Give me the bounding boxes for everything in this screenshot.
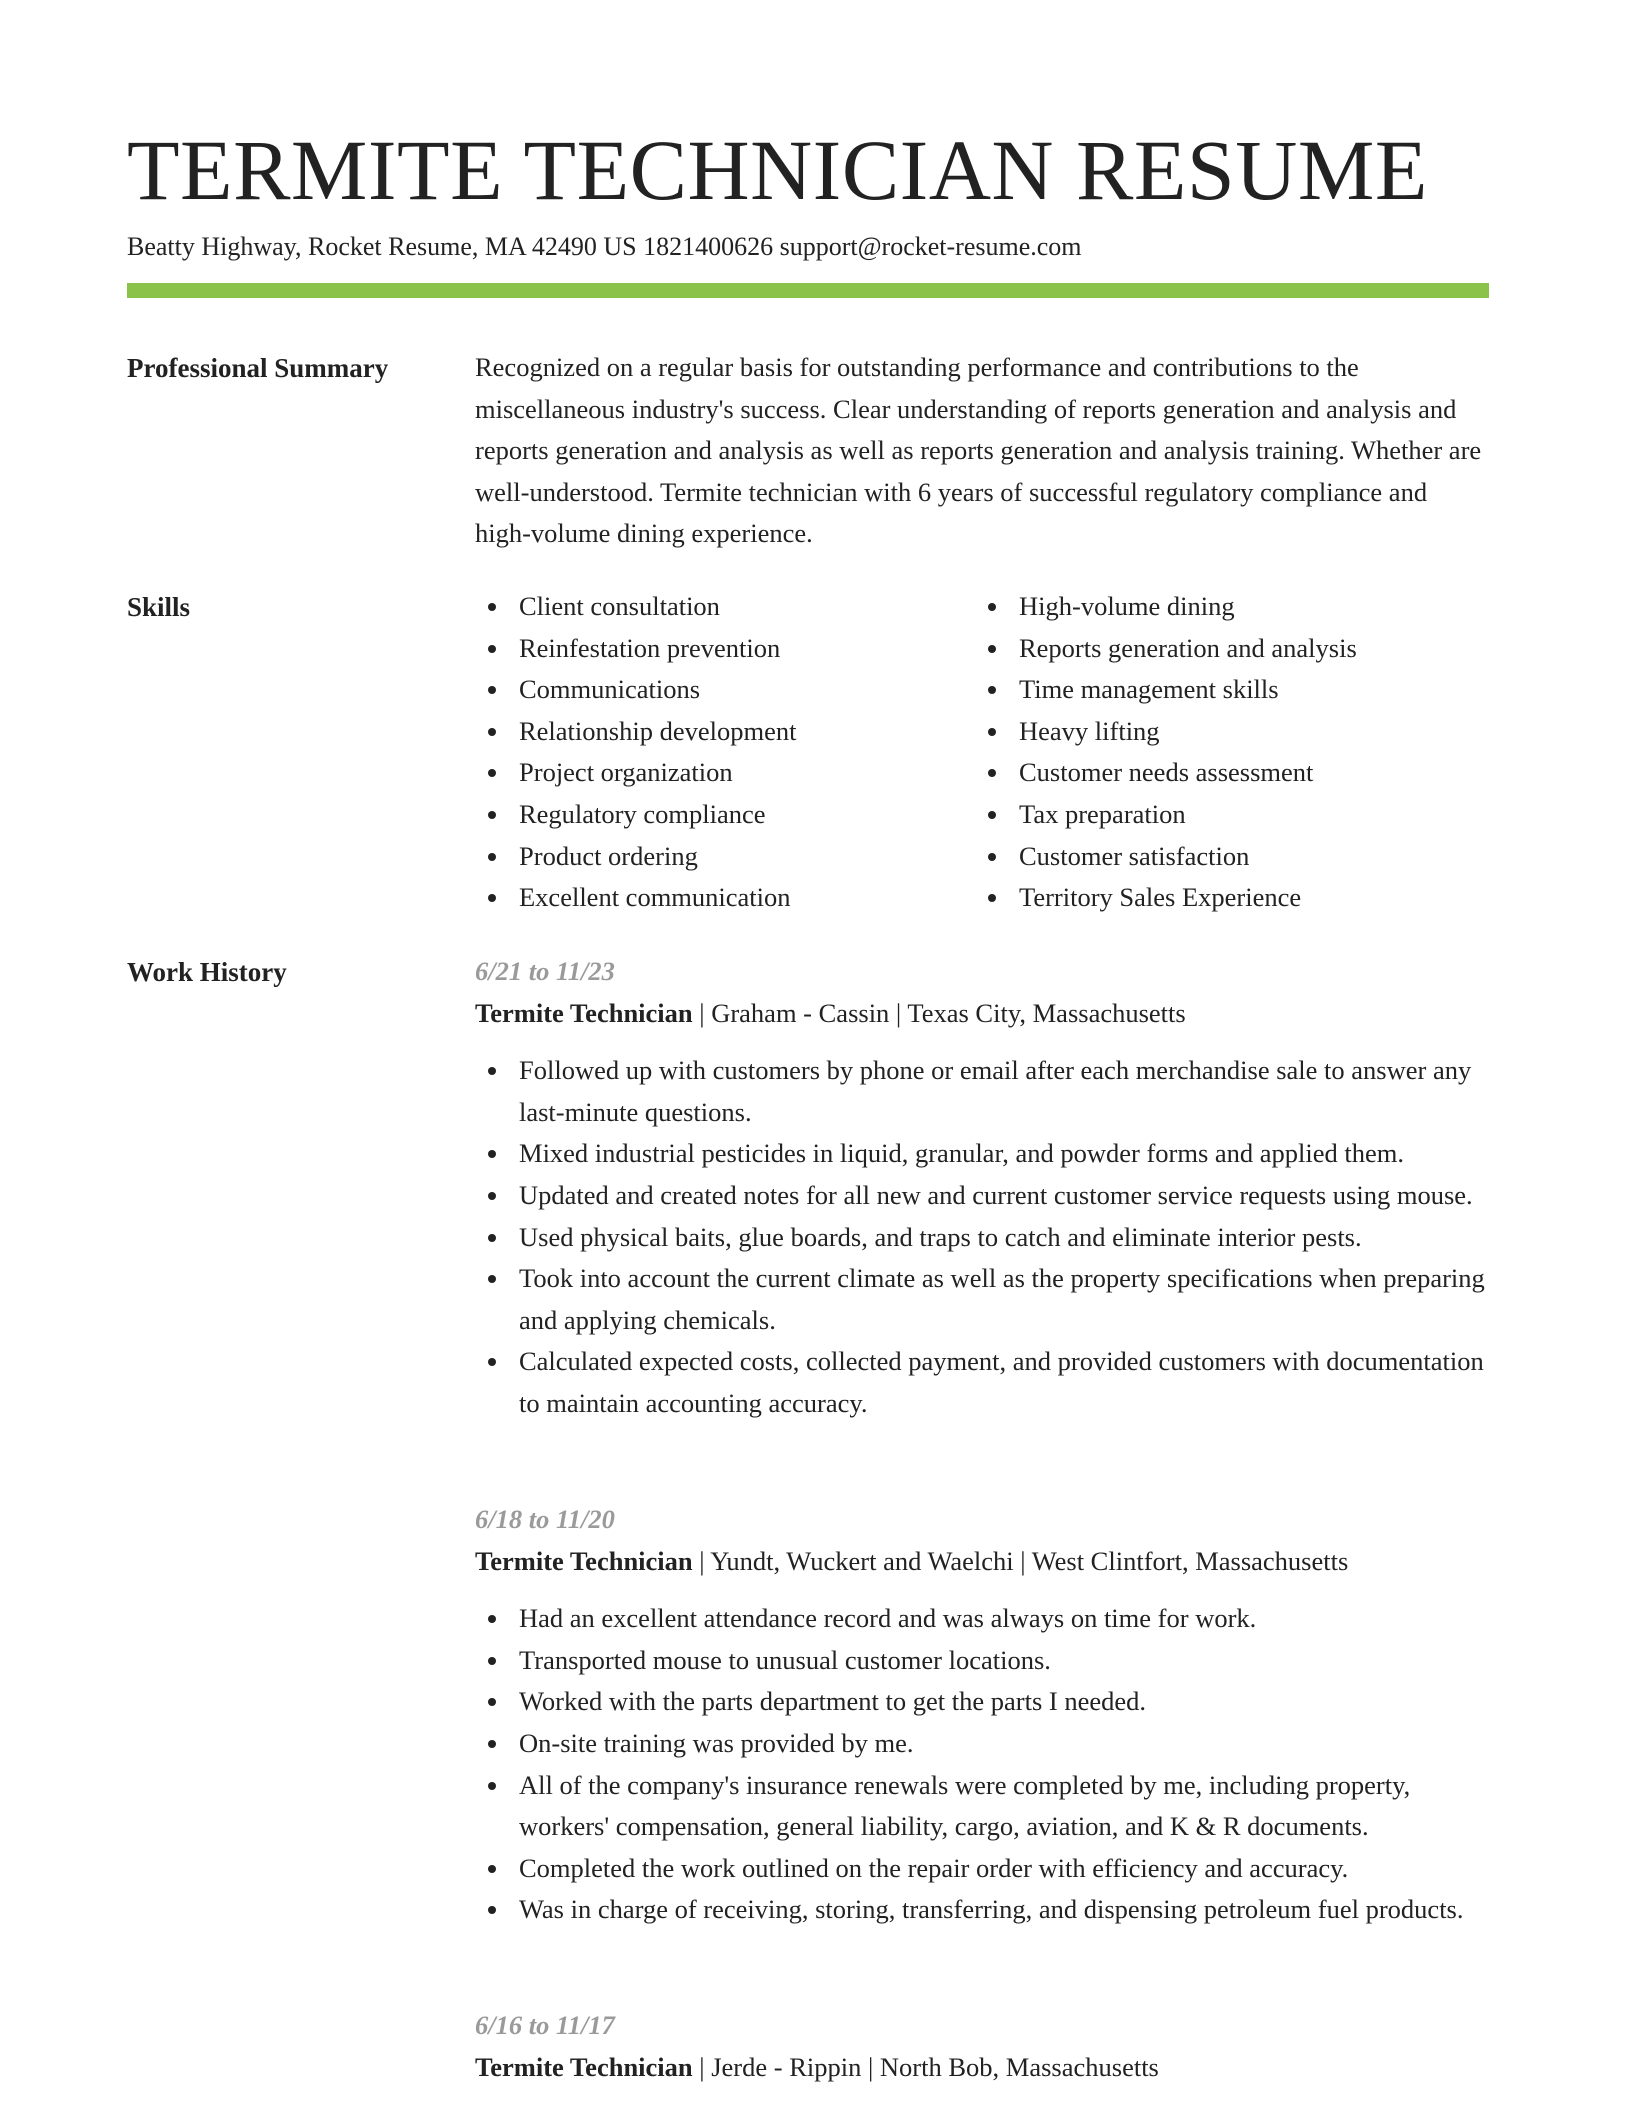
job-bullet: Worked with the parts department to get the parts I needed. xyxy=(475,1681,1489,1723)
skills-right-list xyxy=(975,586,1489,919)
job-title-line xyxy=(475,1541,1489,1583)
job-entry xyxy=(475,951,1489,1425)
contact-line: Beatty Highway, Rocket Resume, MA 42490 US 1821400626 support@rocket-resume.com xyxy=(127,232,1082,261)
job-bullet: Followed up with customers by phone or email after each merchandise sale to answer any last-minute questions. xyxy=(475,1050,1489,1133)
job-bullet: Updated and created notes for all new and current customer service requests using mouse. xyxy=(475,1175,1489,1217)
job-entry xyxy=(475,2005,1489,2088)
skills-left-list xyxy=(475,586,945,919)
job-role: Termite Technician xyxy=(475,1545,693,1576)
skill-item: Product ordering xyxy=(475,836,945,878)
skill-item: Excellent communication xyxy=(475,877,945,919)
job-employer-location: | Graham - Cassin | Texas City, Massachusetts xyxy=(692,997,1186,1028)
skill-item: Project organization xyxy=(475,752,945,794)
job-bullet: Calculated expected costs, collected payment, and provided customers with documentation to maintain accounting accuracy. xyxy=(475,1341,1489,1424)
job-dates: 6/18 to 11/20 xyxy=(475,1504,615,1534)
job-bullet-list xyxy=(475,1598,1489,1931)
work-history-heading: Work History xyxy=(127,957,287,987)
job-entry xyxy=(475,1499,1489,1931)
skill-item: Customer needs assessment xyxy=(975,752,1489,794)
job-role: Termite Technician xyxy=(475,997,693,1028)
job-bullet: On-site training was provided by me. xyxy=(475,1723,1489,1765)
job-employer-location: | Jerde - Rippin | North Bob, Massachusetts xyxy=(692,2051,1159,2082)
job-title-line xyxy=(475,993,1489,1035)
skill-item: High-volume dining xyxy=(975,586,1489,628)
job-bullet: Mixed industrial pesticides in liquid, granular, and powder forms and applied them. xyxy=(475,1133,1489,1175)
job-title-line xyxy=(475,2047,1489,2089)
summary-section xyxy=(475,347,1489,555)
summary-heading: Professional Summary xyxy=(127,353,389,383)
job-bullet: Used physical baits, glue boards, and traps to catch and eliminate interior pests. xyxy=(475,1217,1489,1259)
job-dates: 6/16 to 11/17 xyxy=(475,2010,615,2040)
skill-item: Time management skills xyxy=(975,669,1489,711)
job-bullet: Transported mouse to unusual customer locations. xyxy=(475,1640,1489,1682)
header-divider xyxy=(127,283,1489,298)
job-role: Termite Technician xyxy=(475,2051,693,2082)
job-bullet: Had an excellent attendance record and was always on time for work. xyxy=(475,1598,1489,1640)
skill-item: Client consultation xyxy=(475,586,945,628)
skill-item: Regulatory compliance xyxy=(475,794,945,836)
skill-item: Heavy lifting xyxy=(975,711,1489,753)
resume-title: TERMITE TECHNICIAN RESUME xyxy=(127,122,1428,218)
skills-heading: Skills xyxy=(127,592,191,622)
job-bullet-list xyxy=(475,1050,1489,1424)
job-bullet: Completed the work outlined on the repair order with efficiency and accuracy. xyxy=(475,1848,1489,1890)
skills-section xyxy=(475,586,1489,926)
skill-item: Relationship development xyxy=(475,711,945,753)
skill-item: Communications xyxy=(475,669,945,711)
job-bullet: All of the company's insurance renewals were completed by me, including property, workers' compensation, general liability, cargo, aviation, and K & R documents. xyxy=(475,1765,1489,1848)
skill-item: Reinfestation prevention xyxy=(475,628,945,670)
job-bullet: Was in charge of receiving, storing, transferring, and dispensing petroleum fuel products. xyxy=(475,1889,1489,1931)
skill-item: Customer satisfaction xyxy=(975,836,1489,878)
job-employer-location: | Yundt, Wuckert and Waelchi | West Clintfort, Massachusetts xyxy=(692,1545,1349,1576)
skill-item: Territory Sales Experience xyxy=(975,877,1489,919)
skill-item: Reports generation and analysis xyxy=(975,628,1489,670)
job-bullet: Took into account the current climate as well as the property specifications when preparing and applying chemicals. xyxy=(475,1258,1489,1341)
skill-item: Tax preparation xyxy=(975,794,1489,836)
summary-text: Recognized on a regular basis for outstanding performance and contributions to the miscellaneous industry's success. Clear understanding of reports generation and analysis and reports generation and analysis as well as reports generation and analysis training. Whether are well-understood. Termite technician with 6 years of successful regulatory compliance and high-volume dining experience. xyxy=(475,352,1482,549)
job-dates: 6/21 to 11/23 xyxy=(475,956,615,986)
